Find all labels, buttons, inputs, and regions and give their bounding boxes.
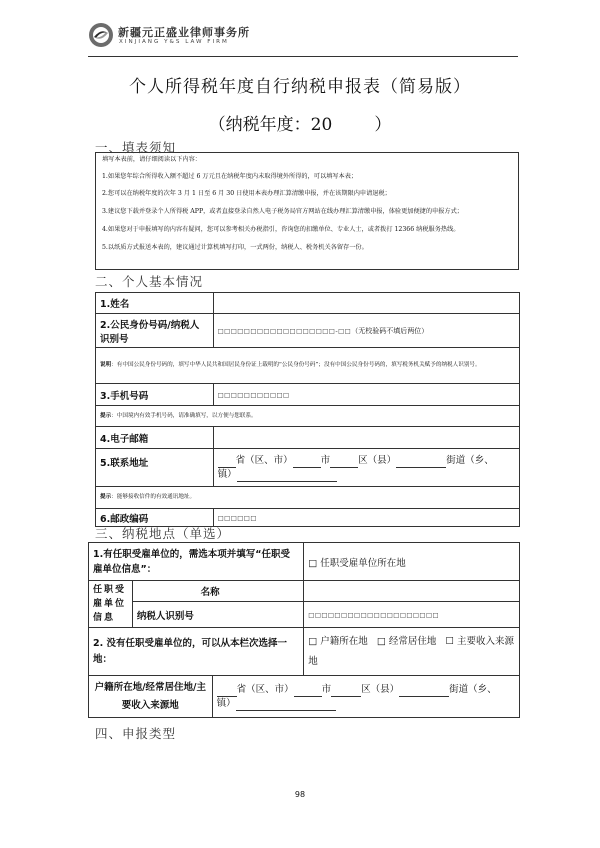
form-title: 个人所得税年度自行纳税申报表（简易版） bbox=[129, 77, 471, 97]
instruction-line: 5.以纸质方式报送本表的，建议通过计算机填写打印，一式两份，纳税人、税务机关各留存一份。 bbox=[102, 243, 368, 251]
firm-name-en: XINJIANG Y&S LAW FIRM bbox=[119, 39, 229, 45]
option-income-label: 主要收入来源地 bbox=[308, 635, 514, 667]
tax-year-suffix: ） bbox=[374, 115, 392, 135]
id-field[interactable] bbox=[213, 314, 519, 348]
postcode-boxes[interactable]: □□□□□□ bbox=[217, 514, 257, 522]
address-field[interactable] bbox=[213, 449, 519, 487]
loc-town-text: 镇） bbox=[216, 697, 236, 709]
firm-name-cn: 新疆元正盛业律师事务所 bbox=[118, 26, 250, 39]
tax-year-line bbox=[0, 110, 600, 135]
page-header bbox=[88, 18, 268, 54]
instruction-line: 4.如果您对于申报填写的内容有疑问，您可以参考相关办税指引，咨询您的扣缴单位、专业人士，或者拨打 12366 纳税服务热线。 bbox=[102, 225, 460, 233]
employer-tin-label: 纳税人识别号 bbox=[132, 602, 303, 628]
address-note-label: 提示 bbox=[100, 494, 112, 500]
loc-street-text: 街道（乡、 bbox=[449, 683, 497, 695]
employer-info-label: 任职受雇单位信息 bbox=[89, 581, 133, 628]
name-field[interactable] bbox=[213, 293, 519, 314]
id-label: 2.公民身份号码/纳税人识别号 bbox=[96, 314, 214, 348]
loc-street-blank[interactable] bbox=[399, 686, 449, 697]
addr-city-text: 市 bbox=[320, 454, 331, 466]
addr-street-blank[interactable] bbox=[396, 457, 446, 468]
id-note bbox=[96, 348, 520, 384]
phone-note bbox=[96, 406, 520, 427]
name-label: 1.姓名 bbox=[96, 293, 214, 314]
addr-street-text: 街道（乡、 bbox=[446, 454, 494, 466]
section-tax-location-title: 三、纳税地点（单选） bbox=[95, 526, 231, 541]
instruction-line: 2.您可以在纳税年度的次年 3 月 1 日至 6 月 30 日使用本表办理汇算清缴申报，并在该期限内申请退税； bbox=[102, 190, 391, 198]
loc-county-text: 区（县） bbox=[361, 683, 400, 695]
loc-city-text: 市 bbox=[321, 683, 332, 695]
option-huji-checkbox[interactable]: □ 户籍所在地 bbox=[308, 635, 368, 647]
page-number: 98 bbox=[294, 790, 306, 799]
instruction-line: 3.建议您下载并登录个人所得税 APP，或者直接登录自然人电子税务局官方网站在线办理汇算清缴申报，体验更加便捷的申报方式； bbox=[102, 208, 463, 216]
employer-tin-boxes[interactable]: □□□□□□□□□□□□□□□□□□□□ bbox=[308, 611, 440, 619]
option1-label: 1.有任职受雇单位的，需选本项并填写“任职受雇单位信息”： bbox=[89, 543, 304, 581]
loc-province-text: 省（区、市） bbox=[236, 683, 294, 695]
phone-boxes[interactable]: □□□□□□□□□□□ bbox=[217, 391, 290, 399]
id-note-text: ：有中国公民身份号码的，填写中华人民共和国居民身份证上载明的“公民身份号码”；没有中国公民身份号码的，填写税务机关赋予的纳税人识别号。 bbox=[111, 362, 481, 368]
email-field[interactable] bbox=[213, 427, 519, 449]
option1-checkbox[interactable]: □ 任职受雇单位所在地 bbox=[304, 543, 520, 581]
instructions-box bbox=[95, 152, 519, 270]
option2-choices bbox=[304, 628, 520, 676]
address-note bbox=[96, 487, 520, 509]
section-basic-info-title: 二、个人基本情况 bbox=[95, 274, 204, 289]
phone-label: 3.手机号码 bbox=[96, 384, 214, 406]
instruction-line: 填写本表前，请仔细阅读以下内容： bbox=[102, 156, 201, 163]
postcode-field[interactable] bbox=[213, 509, 519, 527]
address-label: 5.联系地址 bbox=[96, 449, 214, 487]
email-label: 4.电子邮箱 bbox=[96, 427, 214, 449]
phone-field[interactable] bbox=[213, 384, 519, 406]
addr-county-blank[interactable] bbox=[330, 457, 358, 468]
loc-county-blank[interactable] bbox=[331, 686, 361, 697]
firm-logo-icon bbox=[88, 22, 114, 48]
loc-city-blank[interactable] bbox=[294, 686, 322, 697]
loc-town-blank[interactable] bbox=[236, 700, 336, 711]
addr-county-text: 区（县） bbox=[358, 454, 397, 466]
addr-province-text: 省（区、市） bbox=[235, 454, 293, 466]
addr-province-blank[interactable] bbox=[218, 457, 236, 468]
location-address-field[interactable] bbox=[212, 676, 519, 718]
phone-note-label: 提示 bbox=[100, 412, 112, 419]
phone-note-text: ：中国境内有效手机号码，请准确填写，以方便与您联系。 bbox=[111, 412, 257, 419]
loc-province-blank[interactable] bbox=[217, 686, 237, 697]
option-residence-checkbox[interactable]: □ 经常居住地 bbox=[376, 635, 437, 647]
option2-label: 2. 没有任职受雇单位的，可以从本栏次选择一地： bbox=[89, 628, 304, 676]
option-income-checkbox[interactable]: ☐ bbox=[445, 635, 454, 647]
id-note-label: 说明 bbox=[100, 362, 112, 368]
header-divider bbox=[88, 56, 518, 57]
section-declaration-type-title: 四、申报类型 bbox=[95, 726, 177, 741]
address-note-text: ：能够接收信件的有效通讯地址。 bbox=[111, 494, 196, 500]
instruction-line: 1.如果您年综合所得收入额不超过 6 万元且在纳税年度内未取得境外所得的，可以填写本表； bbox=[102, 172, 358, 180]
addr-town-blank[interactable] bbox=[237, 471, 337, 482]
id-hint: （无校验码不填后两位） bbox=[351, 327, 429, 335]
id-boxes[interactable]: □□□□□□□□□□□□□□□□□□-□□ bbox=[217, 327, 352, 335]
tax-year-prefix: （纳税年度：20 bbox=[208, 115, 333, 135]
addr-city-blank[interactable] bbox=[293, 457, 321, 468]
section-instructions-title: 一、填表须知 bbox=[95, 140, 177, 155]
employer-name-label: 名称 bbox=[132, 581, 303, 602]
basic-info-table bbox=[95, 292, 520, 527]
postcode-label: 6.邮政编码 bbox=[96, 509, 214, 527]
employer-name-field[interactable] bbox=[304, 581, 520, 602]
location-address-label: 户籍所在地/经常居住地/主要收入来源地 bbox=[89, 676, 213, 718]
addr-town-text: 镇） bbox=[217, 468, 237, 480]
employer-tin-field[interactable] bbox=[304, 602, 520, 628]
tax-location-table bbox=[88, 542, 520, 718]
